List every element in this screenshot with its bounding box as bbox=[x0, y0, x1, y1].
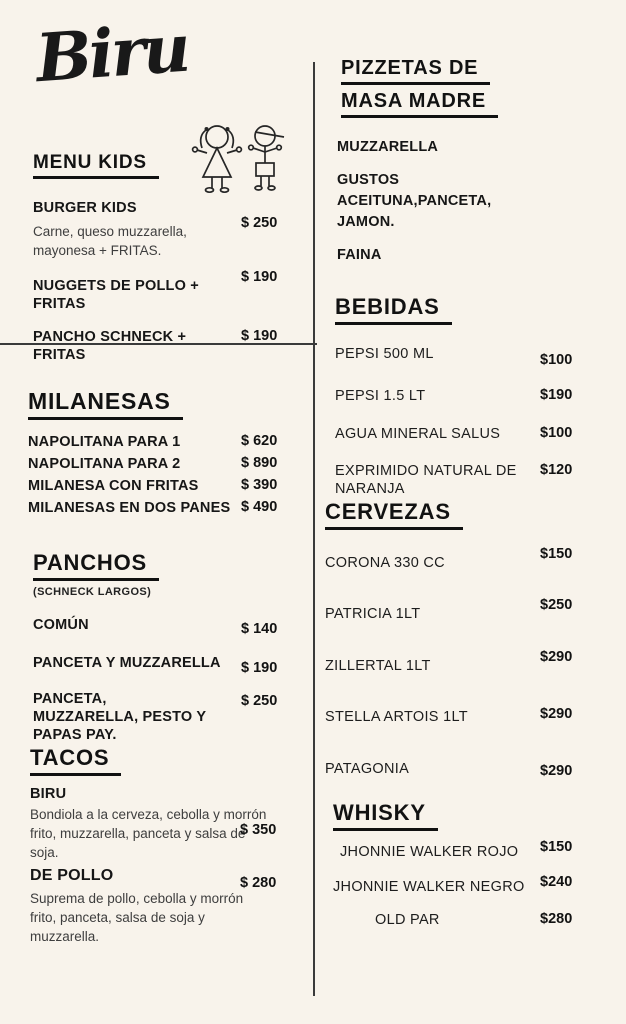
section-title-menu-kids: MENU KIDS bbox=[33, 152, 159, 179]
menu-item: EXPRIMIDO NATURAL DE NARANJA $120 bbox=[335, 462, 600, 498]
menu-item: PANCETA Y MUZZARELLA $ 190 bbox=[33, 654, 311, 676]
item-price: $120 bbox=[540, 462, 573, 479]
menu-item: GUSTOS ACEITUNA,PANCETA, JAMON. bbox=[337, 172, 492, 231]
section-title-pizzetas-line2: MASA MADRE bbox=[341, 90, 498, 118]
item-price: $ 190 bbox=[241, 268, 278, 285]
item-price: $ 620 bbox=[241, 433, 278, 449]
section-tacos bbox=[30, 745, 311, 946]
restaurant-logo: Biru bbox=[33, 8, 191, 98]
section-bebidas bbox=[335, 294, 600, 499]
menu-item: MUZZARELLA bbox=[337, 139, 439, 155]
item-price: $ 250 bbox=[241, 215, 278, 231]
section-whisky bbox=[333, 800, 600, 929]
menu-item-taco-biru: BIRU Bondiola a la cerveza, cebolla y morrón frito, muzzarella, panceta y salsa de soja. $ 350 bbox=[30, 785, 311, 863]
item-price: $190 bbox=[540, 387, 573, 403]
menu-item: ZILLERTAL 1LT $290 bbox=[325, 657, 600, 675]
section-title-pizzetas-line1: PIZZETAS DE bbox=[341, 57, 490, 85]
section-panchos bbox=[33, 550, 311, 744]
section-pizzetas bbox=[337, 57, 601, 264]
item-price: $280 bbox=[540, 911, 573, 928]
item-price: $ 280 bbox=[240, 874, 277, 891]
item-price: $ 350 bbox=[240, 822, 277, 838]
menu-item: AGUA MINERAL SALUS $100 bbox=[335, 425, 600, 443]
menu-item: PEPSI 500 ML $100 bbox=[335, 345, 600, 368]
item-price: $150 bbox=[540, 546, 573, 562]
item-price: $150 bbox=[540, 839, 573, 855]
menu-item: MILANESAS EN DOS PANES $ 490 bbox=[28, 499, 311, 517]
section-menu-kids bbox=[33, 152, 311, 364]
item-price: $100 bbox=[540, 352, 573, 368]
menu-item: JHONNIE WALKER NEGRO $240 bbox=[333, 878, 600, 896]
item-price: $240 bbox=[540, 874, 573, 891]
section-milanesas bbox=[28, 388, 311, 518]
section-title-cervezas: CERVEZAS bbox=[325, 499, 463, 530]
menu-item: FAINA bbox=[337, 247, 382, 264]
menu-item: PEPSI 1.5 LT $190 bbox=[335, 387, 600, 405]
menu-item-pancho-schneck: PANCHO SCHNECK + FRITAS $ 190 bbox=[33, 328, 311, 364]
menu-item: PANCETA, MUZZARELLA, PESTO Y PAPAS PAY. $ 250 bbox=[33, 690, 311, 744]
section-cervezas bbox=[325, 499, 600, 779]
item-price: $ 190 bbox=[241, 660, 278, 676]
menu-item: STELLA ARTOIS 1LT $290 bbox=[325, 708, 600, 726]
section-title-tacos: TACOS bbox=[30, 745, 121, 776]
menu-item: CORONA 330 CC $150 bbox=[325, 554, 600, 572]
section-subtitle-panchos: (SCHNECK LARGOS) bbox=[33, 586, 152, 598]
menu-item-nuggets: NUGGETS DE POLLO + FRITAS $ 190 bbox=[33, 277, 311, 313]
section-title-whisky: WHISKY bbox=[333, 800, 438, 831]
menu-item: JHONNIE WALKER ROJO $150 bbox=[333, 843, 600, 861]
item-price: $ 140 bbox=[241, 621, 278, 637]
menu-item-taco-pollo: DE POLLO Suprema de pollo, cebolla y morrón frito, panceta, salsa de soja y muzzarella. $ 280 bbox=[30, 866, 311, 947]
item-price: $ 890 bbox=[241, 455, 278, 472]
item-price: $ 190 bbox=[241, 328, 278, 345]
menu-item: PATAGONIA $290 bbox=[325, 760, 600, 779]
item-price: $ 250 bbox=[241, 693, 278, 709]
item-price: $290 bbox=[540, 706, 573, 723]
menu-item: COMÚN $ 140 bbox=[33, 616, 311, 637]
section-title-panchos: PANCHOS bbox=[33, 550, 159, 581]
menu-item-burger-kids: BURGER KIDS Carne, queso muzzarella, mayonesa + FRITAS. $ 250 bbox=[33, 199, 311, 261]
item-price: $ 390 bbox=[241, 477, 278, 494]
item-price: $ 490 bbox=[241, 499, 278, 516]
menu-item: PATRICIA 1LT $250 bbox=[325, 605, 600, 623]
section-title-bebidas: BEBIDAS bbox=[335, 294, 452, 325]
menu-item: OLD PAR $280 bbox=[333, 911, 600, 929]
column-divider-line bbox=[313, 62, 315, 996]
item-price: $290 bbox=[540, 649, 573, 666]
menu-item: MILANESA CON FRITAS $ 390 bbox=[28, 477, 311, 495]
menu-item: NAPOLITANA PARA 2 $ 890 bbox=[28, 455, 311, 473]
section-title-milanesas: MILANESAS bbox=[28, 388, 183, 420]
menu-item: NAPOLITANA PARA 1 $ 620 bbox=[28, 433, 311, 451]
item-price: $100 bbox=[540, 425, 573, 442]
item-price: $290 bbox=[540, 762, 573, 779]
item-price: $250 bbox=[540, 597, 573, 614]
